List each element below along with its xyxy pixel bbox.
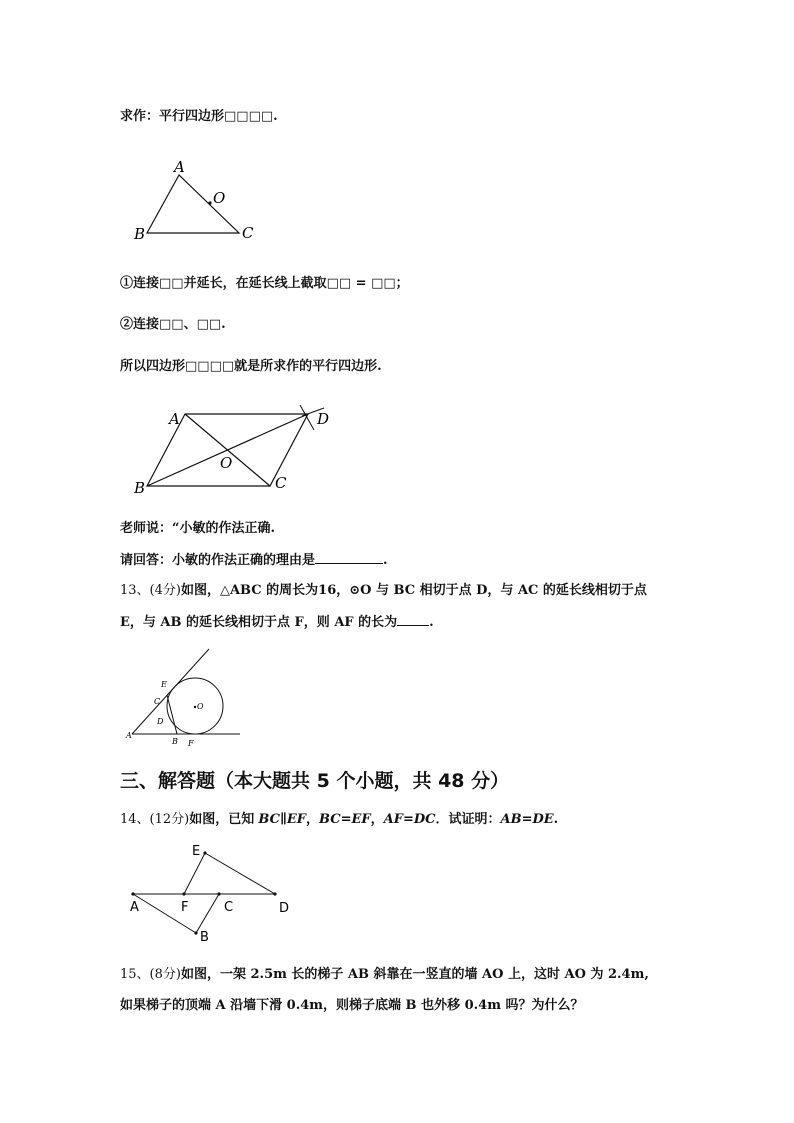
figure-parallelogram <box>128 400 348 500</box>
teacher-comment: 老师说：“小敏的作法正确. <box>120 521 276 536</box>
label-b: B <box>172 737 178 746</box>
label-f: F <box>188 739 194 748</box>
answer-end: . <box>383 553 388 568</box>
label-b: B <box>134 479 146 497</box>
conclusion-text: 所以四边形□□□□就是所求作的平行四边形. <box>120 359 382 374</box>
q15-number: 15、 <box>120 967 150 982</box>
q14-cond1: BC∥EF <box>258 812 306 827</box>
center-o <box>194 706 196 708</box>
q13-number: 13、 <box>120 583 150 598</box>
construct-goal-text: 求作：平行四边形□□□□. <box>120 109 278 124</box>
label-o: O <box>213 189 226 207</box>
q14-cond3: AF=DC <box>383 812 436 827</box>
label-a: A <box>174 158 185 176</box>
label-c: C <box>242 224 254 242</box>
q15-text-line1: 如图，一架 2.5m 长的梯子 AB 斜靠在一竖直的墙 AO 上，这时 AO 为 2.4m, <box>180 967 649 982</box>
q14-goal: AB=DE <box>500 812 554 827</box>
label-c: C <box>154 697 161 706</box>
q14-prove: 试证明： <box>448 812 501 827</box>
figure-excircle <box>120 645 250 750</box>
q14-text: 如图，已知 <box>189 812 255 827</box>
q14-points: (12分) <box>149 812 190 827</box>
label-a: A <box>169 410 180 428</box>
q14-number: 14、 <box>120 812 150 827</box>
figure-triangle-abo <box>128 158 268 248</box>
label-b: B <box>200 930 209 945</box>
q13-line1 <box>120 582 647 600</box>
figure-q14 <box>125 843 300 943</box>
label-b: B <box>134 225 146 243</box>
q13-text-line2: E，与 AB 的延长线相切于点 F，则 AF 的长为 <box>120 615 398 630</box>
q13-line2 <box>120 613 434 632</box>
q15-points: (8分) <box>149 967 181 982</box>
label-a: A <box>126 731 132 740</box>
label-e: E <box>161 680 167 689</box>
label-f: F <box>181 900 189 915</box>
segment-bc <box>196 894 219 933</box>
q13-answer-blank[interactable] <box>397 613 429 626</box>
q13-text-line1: 如图，△ABC 的周长为16，⊙O 与 BC 相切于点 D，与 AC 的延长线相切于点 <box>180 583 647 598</box>
label-o: O <box>197 702 204 711</box>
q14-line: 14、(12分)如图，已知 BC∥EF，BC=EF，AF=DC．试证明：AB=DE. <box>120 812 559 827</box>
q13-end: . <box>429 615 434 630</box>
segment-ed <box>205 853 275 894</box>
answer-prompt-line <box>120 551 388 570</box>
q13-points: (4分) <box>149 583 181 598</box>
label-d: D <box>279 901 290 916</box>
step-two-text: ②连接□□、□□. <box>120 317 226 332</box>
q15-text-line2: 如果梯子的顶端 A 沿墙下滑 0.4m，则梯子底端 B 也外移 0.4m 吗？为什么？ <box>120 998 584 1013</box>
label-c: C <box>224 900 234 915</box>
label-d: D <box>157 717 164 726</box>
label-d: D <box>317 410 330 428</box>
answer-prompt: 请回答：小敏的作法正确的理由是 <box>120 553 316 568</box>
q15-line1 <box>120 966 649 984</box>
answer-blank[interactable] <box>315 551 383 564</box>
step-one-text: ①连接□□并延长，在延长线上截取□□ = □□； <box>120 276 409 291</box>
point-o <box>208 201 211 204</box>
section-heading: 三、解答题（本大题共 5 个小题，共 48 分） <box>120 770 510 792</box>
label-c: C <box>275 474 287 492</box>
label-e: E <box>192 844 201 859</box>
segment-fe <box>184 853 205 894</box>
q14-cond2: BC=EF <box>319 812 371 827</box>
label-a: A <box>130 900 139 915</box>
label-o: O <box>220 454 233 472</box>
